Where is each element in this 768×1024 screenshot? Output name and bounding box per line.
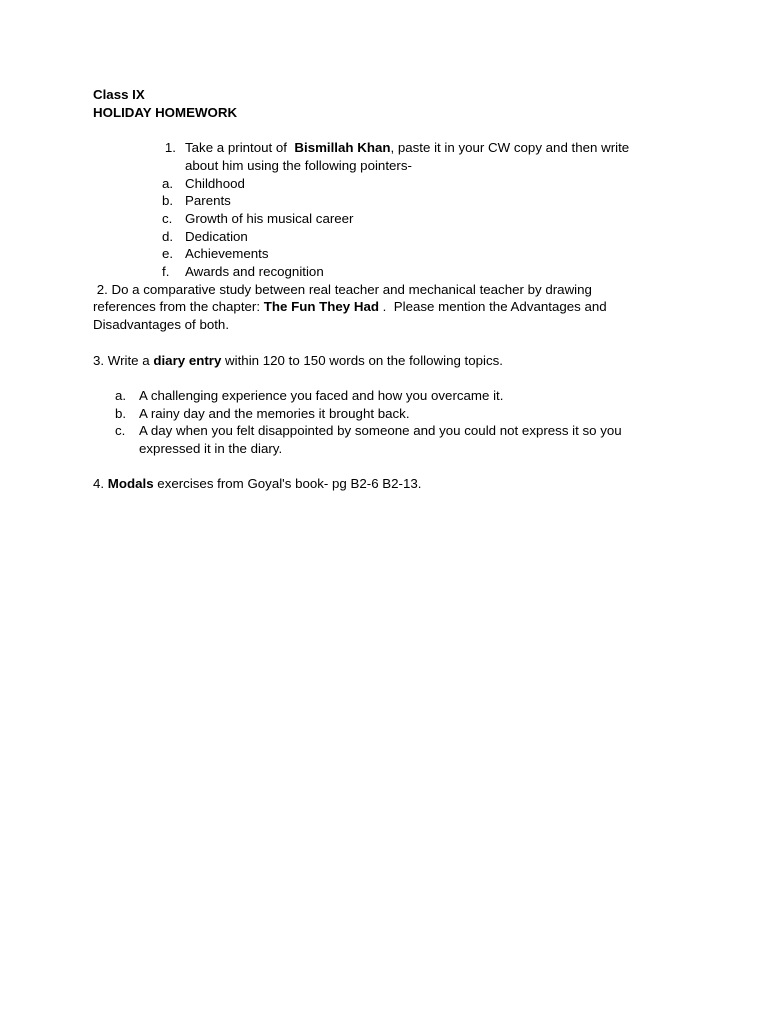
modals-bold: Modals bbox=[107, 476, 154, 492]
pointer-item bbox=[93, 192, 683, 210]
question-4-after: exercises from Goyal's book- pg B2-6 B2-13. bbox=[153, 476, 422, 492]
question-3-line bbox=[93, 352, 683, 370]
topic-item bbox=[93, 422, 683, 457]
question-2-line-1: 2. Do a comparative study between real teacher and mechanical teacher by drawing bbox=[93, 281, 592, 297]
pointer-marker: a. bbox=[162, 175, 174, 191]
pointer-text: Growth of his musical career bbox=[185, 210, 354, 226]
spacer bbox=[93, 121, 683, 139]
topic-text-line-2: expressed it in the diary. bbox=[139, 441, 283, 457]
question-3 bbox=[93, 352, 683, 370]
pointer-item bbox=[93, 228, 683, 246]
question-2-line-3: Disadvantages of both. bbox=[93, 317, 230, 333]
pointer-item bbox=[93, 210, 683, 228]
class-label: Class IX bbox=[93, 87, 145, 102]
topic-text: A challenging experience you faced and how you overcame it. bbox=[139, 387, 504, 403]
document-title: HOLIDAY HOMEWORK bbox=[93, 104, 238, 120]
question-4-before: 4. bbox=[93, 476, 108, 492]
question-3-after: within 120 to 150 words on the following topics. bbox=[221, 352, 503, 368]
question-4-line bbox=[93, 475, 683, 493]
pointer-marker: b. bbox=[162, 193, 174, 209]
pointer-text: Childhood bbox=[185, 175, 245, 191]
question-1-text-line-2: about him using the following pointers- bbox=[185, 157, 412, 173]
topic-text-line-1: A day when you felt disappointed by someone and you could not express it so you bbox=[139, 423, 622, 439]
topic-marker: c. bbox=[115, 423, 126, 439]
topic-marker: b. bbox=[115, 405, 127, 421]
question-1-text-before: Take a printout of bbox=[185, 140, 291, 156]
question-1-text-line-1 bbox=[185, 139, 683, 157]
question-2-line-2-before: references from the chapter: bbox=[93, 299, 264, 315]
bismillah-khan-bold: Bismillah Khan bbox=[294, 140, 391, 156]
pointer-marker: d. bbox=[162, 228, 174, 244]
spacer bbox=[93, 369, 683, 387]
pointer-marker: f. bbox=[162, 264, 170, 280]
question-2-line-2 bbox=[93, 298, 683, 316]
question-3-before: 3. Write a bbox=[93, 352, 154, 368]
pointer-item bbox=[93, 245, 683, 263]
pointer-text: Parents bbox=[185, 193, 231, 209]
pointer-item bbox=[93, 175, 683, 193]
pointer-item bbox=[93, 263, 683, 281]
pointer-text: Awards and recognition bbox=[185, 264, 324, 280]
pointer-marker: e. bbox=[162, 246, 174, 262]
question-1-text-after: , paste it in your CW copy and then write bbox=[390, 140, 630, 156]
homework-document bbox=[93, 86, 683, 493]
question-1 bbox=[93, 139, 683, 174]
pointer-text: Dedication bbox=[185, 228, 248, 244]
question-4 bbox=[93, 475, 683, 493]
diary-entry-bold: diary entry bbox=[153, 352, 222, 368]
pointer-text: Achievements bbox=[185, 246, 269, 262]
question-2-line-2-after: . Please mention the Advantages and bbox=[378, 299, 607, 315]
spacer bbox=[93, 458, 683, 476]
question-1-number: 1. bbox=[164, 140, 176, 156]
topic-marker: a. bbox=[115, 387, 127, 403]
question-2 bbox=[93, 281, 683, 334]
topic-item bbox=[93, 405, 683, 423]
topic-text: A rainy day and the memories it brought back. bbox=[139, 405, 410, 421]
spacer bbox=[93, 334, 683, 352]
pointer-marker: c. bbox=[162, 210, 173, 226]
chapter-title-bold: The Fun They Had bbox=[263, 299, 379, 315]
topic-item bbox=[93, 387, 683, 405]
